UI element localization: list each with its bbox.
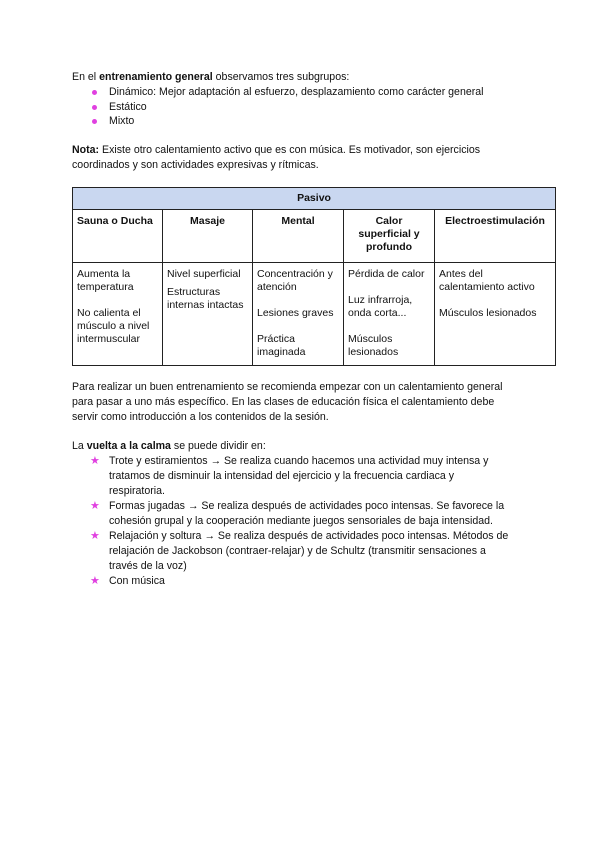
table-cell: Nivel superficial Estructuras internas intactas (163, 262, 253, 365)
list-item: ★ Relajación y soltura → Se realiza después de actividades poco intensas. Métodos de relajación de Jackobson (contraer-relajar) y de Schultz (transmitir sensaciones a través de la voz) (90, 529, 509, 572)
nota-paragraph: Nota: Existe otro calentamiento activo que es con música. Es motivador, son ejercicios coordinados y son actividades expresivas y rítmicas. (72, 143, 481, 171)
table-cell: Concentración y atención Lesiones graves Práctica imaginada (253, 262, 344, 365)
calma-paragraph: La vuelta a la calma se puede dividir en: (72, 439, 266, 452)
intro-paragraph: En el entrenamiento general observamos tres subgrupos: (72, 71, 350, 83)
list-item: ★ Trote y estiramientos → Se realiza cuando hacemos una actividad muy intensa y tratamos de disminuir la intensidad del ejercicio y la frecuencia cardiaca y respiratoria. (90, 454, 489, 497)
column-header: Electroestimulación (435, 209, 556, 262)
star-icon: ★ (90, 529, 100, 542)
bullet-dot-icon (92, 90, 97, 95)
pasivo-table (72, 187, 556, 366)
table-cell: Pérdida de calor Luz infrarroja, onda corta... Músculos lesionados (344, 262, 435, 365)
table-cell: Antes del calentamiento activo Músculos lesionados (435, 262, 556, 365)
column-header: Calor superficial y profundo (344, 209, 435, 262)
bullet-dot-icon (92, 105, 97, 110)
calma-bold: vuelta a la calma (86, 439, 171, 452)
list-item: Mixto (72, 114, 556, 129)
bullet-dot-icon (92, 119, 97, 124)
list-item: ★ Con música (90, 574, 165, 587)
table-cell: Aumenta la temperatura No calienta el músculo a nivel intermuscular (73, 262, 163, 365)
star-icon: ★ (90, 499, 100, 512)
list-item: Dinámico: Mejor adaptación al esfuerzo, desplazamiento como carácter general (72, 85, 556, 100)
calma-list (72, 454, 556, 589)
column-header: Sauna o Ducha (73, 209, 163, 262)
table-title: Pasivo (73, 187, 556, 209)
document-page (72, 70, 556, 589)
column-header: Mental (253, 209, 344, 262)
star-icon: ★ (90, 574, 100, 587)
column-header: Masaje (163, 209, 253, 262)
list-item: ★ Formas jugadas → Se realiza después de actividades poco intensas. Se favorece la cohesión grupal y la cooperación mediante juegos sensoriales de baja intensidad. (90, 499, 505, 527)
subgroup-list (72, 85, 556, 129)
star-icon: ★ (90, 454, 100, 467)
warmup-paragraph: Para realizar un buen entrenamiento se recomienda empezar con un calentamiento general para pasar a uno más específico. En las clases de educación física el calentamiento debe servir como introducción a los contenidos de la sesión. (72, 380, 503, 423)
intro-bold: entrenamiento general (99, 71, 213, 83)
nota-label: Nota: (72, 143, 100, 156)
list-item: Estático (72, 100, 556, 115)
